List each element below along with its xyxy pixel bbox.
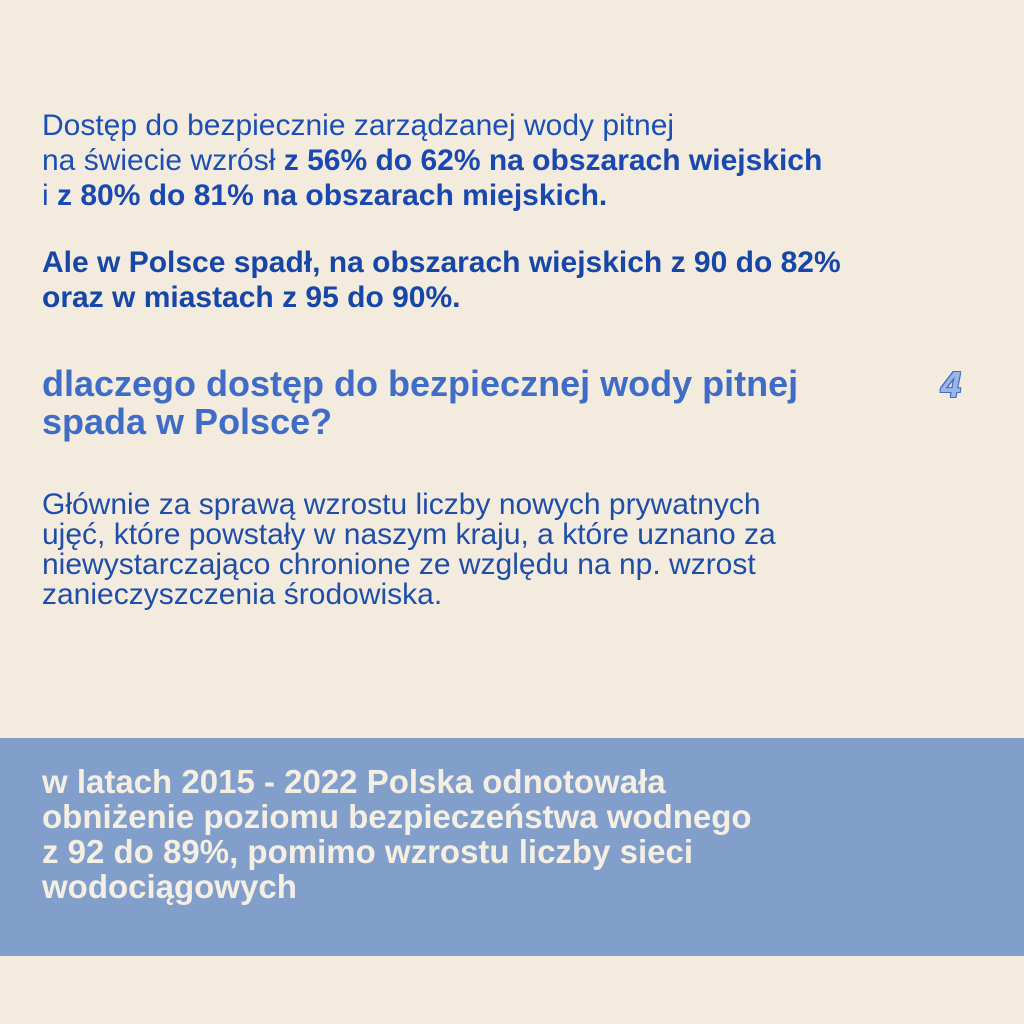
intro-line-2 xyxy=(42,143,992,178)
poland-line-2: oraz w miastach z 95 do 90%. xyxy=(42,281,461,314)
intro-line-1: Dostęp do bezpiecznie zarządzanej wody pitnej xyxy=(42,109,675,142)
intro-line-3-normal: i xyxy=(42,179,57,212)
intro-line-2-normal: na świecie wzrósł xyxy=(42,144,284,177)
banner-line-1: w latach 2015 - 2022 Polska odnotowała xyxy=(42,763,666,800)
question-line-2: spada w Polsce? xyxy=(42,401,333,442)
banner-line-4: wodociągowych xyxy=(42,868,297,905)
intro-paragraph xyxy=(42,108,992,213)
intro-line-2-bold: z 56% do 62% na obszarach wiejskich xyxy=(283,144,823,177)
banner-line-3: z 92 do 89%, pomimo wzrostu liczby sieci xyxy=(42,833,694,870)
answer-paragraph xyxy=(42,490,992,610)
answer-line-1: Głównie za sprawą wzrostu liczby nowych prywatnych xyxy=(42,488,761,521)
intro-line-3 xyxy=(42,178,992,213)
question-heading xyxy=(42,365,942,441)
answer-line-3: niewystarczająco chronione ze względu na np. wzrost xyxy=(42,548,756,581)
question-line-1: dlaczego dostęp do bezpiecznej wody pitnej xyxy=(42,363,799,404)
poland-statement xyxy=(42,245,1002,315)
summary-banner xyxy=(0,738,1024,956)
answer-line-2: ujęć, które powstały w naszym kraju, a które uznano za xyxy=(42,518,776,551)
poland-line-1: Ale w Polsce spadł, na obszarach wiejskich z 90 do 82% xyxy=(42,246,841,279)
intro-line-3-bold: z 80% do 81% na obszarach miejskich. xyxy=(57,179,608,212)
page-number: 4 xyxy=(941,364,962,405)
banner-line-2: obniżenie poziomu bezpieczeństwa wodnego xyxy=(42,798,752,835)
banner-text xyxy=(42,764,1002,904)
answer-line-4: zanieczyszczenia środowiska. xyxy=(42,578,443,611)
